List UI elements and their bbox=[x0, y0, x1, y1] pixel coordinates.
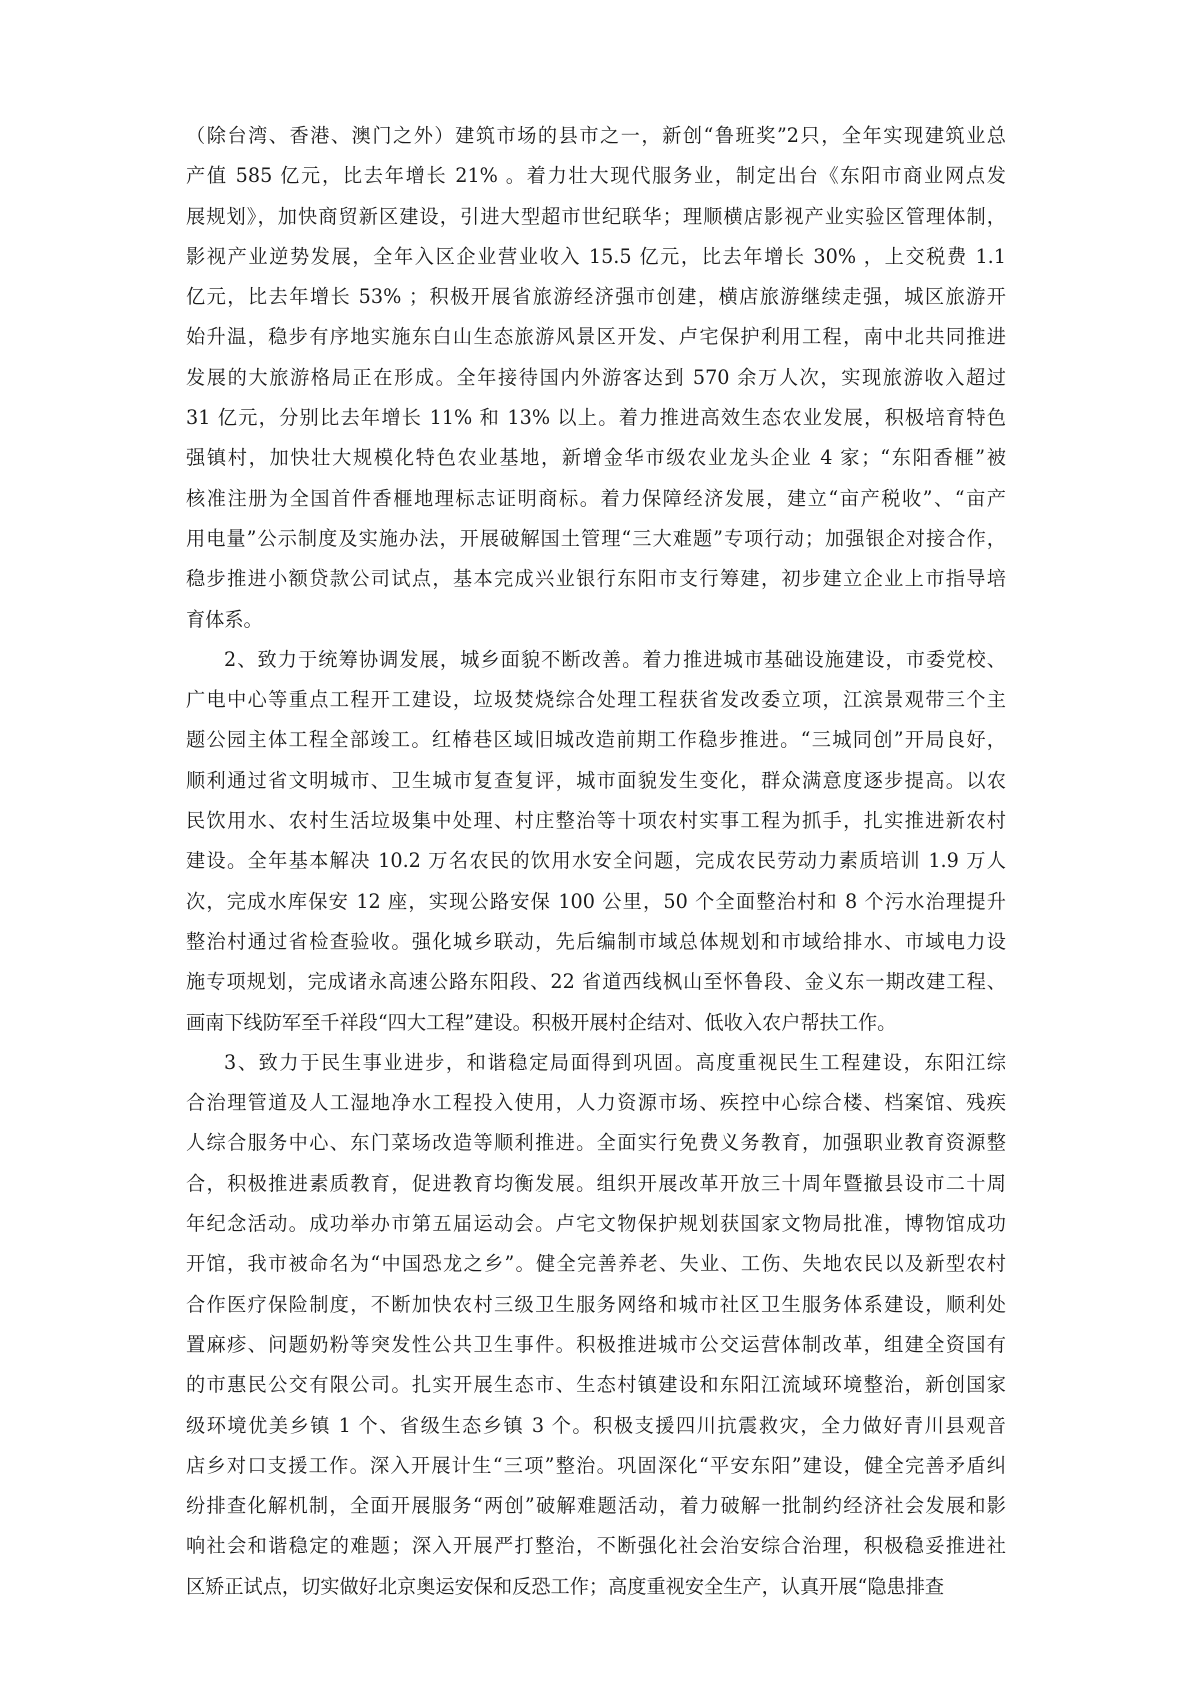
text-line: 2、致力于统筹协调发展，城乡面貌不断改善。着力推进城市基础设施建设，市委党校、 bbox=[224, 647, 1006, 671]
text-line: 稳步推进小额贷款公司试点，基本完成兴业银行东阳市支行筹建，初步建立企业上市指导培 bbox=[186, 567, 1006, 591]
text-line: 整治村通过省检查验收。强化城乡联动，先后编制市域总体规划和市域给排水、市域电力设 bbox=[186, 929, 1006, 953]
text-line: 开馆，我市被命名为“中国恐龙之乡”。健全完善养老、失业、工伤、失地农民以及新型农村 bbox=[186, 1252, 1006, 1276]
text-line: 核准注册为全国首件香榧地理标志证明商标。着力保障经济发展，建立“亩产税收”、“亩产 bbox=[186, 486, 1006, 510]
text-line: 合治理管道及人工湿地净水工程投入使用，人力资源市场、疾控中心综合楼、档案馆、残疾 bbox=[186, 1091, 1006, 1115]
text-line: 展规划》，加快商贸新区建设，引进大型超市世纪联华；理顺横店影视产业实验区管理体制， bbox=[186, 204, 1006, 228]
text-line: 响社会和谐稳定的难题；深入开展严打整治，不断强化社会治安综合治理，积极稳妥推进社 bbox=[186, 1534, 1006, 1558]
text-line: 置麻疹、问题奶粉等突发性公共卫生事件。积极推进城市公交运营体制改革，组建全资国有 bbox=[186, 1332, 1006, 1356]
text-line: 建设。全年基本解决 10.2 万名农民的饮用水安全问题，完成农民劳动力素质培训 1.9 万人 bbox=[186, 849, 1006, 873]
text-line: 施专项规划，完成诸永高速公路东阳段、22 省道西线枫山至怀鲁段、金义东一期改建工程、 bbox=[186, 970, 1006, 994]
text-line: 强镇村，加快壮大规模化特色农业基地，新增金华市级农业龙头企业 4 家；“东阳香榧”被 bbox=[186, 446, 1006, 470]
text-line: 人综合服务中心、东门菜场改造等顺利推进。全面实行免费义务教育，加强职业教育资源整 bbox=[186, 1131, 1006, 1155]
text-line: 31 亿元，分别比去年增长 11% 和 13% 以上。着力推进高效生态农业发展，积极培育特色 bbox=[186, 406, 1006, 430]
text-line: 用电量”公示制度及实施办法，开展破解国土管理“三大难题”专项行动；加强银企对接合作， bbox=[186, 526, 1006, 550]
text-line: 顺利通过省文明城市、卫生城市复查复评，城市面貌发生变化，群众满意度逐步提高。以农 bbox=[186, 768, 1006, 792]
text-line: 合，积极推进素质教育，促进教育均衡发展。组织开展改革开放三十周年暨撤县设市二十周 bbox=[186, 1171, 1006, 1195]
text-line: 的市惠民公交有限公司。扎实开展生态市、生态村镇建设和东阳江流域环境整治，新创国家 bbox=[186, 1373, 1006, 1397]
text-line: 亿元，比去年增长 53% ；积极开展省旅游经济强市创建，横店旅游继续走强，城区旅游开 bbox=[186, 285, 1006, 309]
text-line: 级环境优美乡镇 1 个、省级生态乡镇 3 个。积极支援四川抗震救灾，全力做好青川县观音 bbox=[186, 1413, 1006, 1437]
paragraph-1 bbox=[186, 116, 1006, 640]
paragraph-3 bbox=[186, 1043, 1006, 1607]
text-line: 影视产业逆势发展，全年入区企业营业收入 15.5 亿元，比去年增长 30% ，上交税费 1.1 bbox=[186, 244, 1006, 268]
text-line: 年纪念活动。成功举办市第五届运动会。卢宅文物保护规划获国家文物局批准，博物馆成功 bbox=[186, 1212, 1006, 1236]
text-line: 区矫正试点，切实做好北京奥运安保和反恐工作；高度重视安全生产，认真开展“隐患排查 bbox=[186, 1574, 945, 1598]
text-line: 始升温，稳步有序地实施东白山生态旅游风景区开发、卢宅保护利用工程，南中北共同推进 bbox=[186, 325, 1006, 349]
text-line: 店乡对口支援工作。深入开展计生“三项”整治。巩固深化“平安东阳”建设，健全完善矛盾纠 bbox=[186, 1453, 1006, 1477]
text-line: 发展的大旅游格局正在形成。全年接待国内外游客达到 570 余万人次，实现旅游收入超过 bbox=[186, 365, 1006, 389]
paragraph-2 bbox=[186, 640, 1006, 1043]
text-line: 题公园主体工程全部竣工。红椿巷区域旧城改造前期工作稳步推进。“三城同创”开局良好， bbox=[186, 728, 1006, 752]
text-line: 民饮用水、农村生活垃圾集中处理、村庄整治等十项农村实事工程为抓手，扎实推进新农村 bbox=[186, 809, 1006, 833]
text-line: 纷排查化解机制，全面开展服务“两创”破解难题活动，着力破解一批制约经济社会发展和影 bbox=[186, 1494, 1006, 1518]
text-line: 广电中心等重点工程开工建设，垃圾焚烧综合处理工程获省发改委立项，江滨景观带三个主 bbox=[186, 688, 1006, 712]
text-line: （除台湾、香港、澳门之外）建筑市场的县市之一，新创“鲁班奖”2只，全年实现建筑业总 bbox=[186, 124, 1006, 147]
document-body bbox=[186, 116, 1006, 1607]
text-line: 合作医疗保险制度，不断加快农村三级卫生服务网络和城市社区卫生服务体系建设，顺利处 bbox=[186, 1292, 1006, 1316]
text-line: 产值 585 亿元，比去年增长 21% 。着力壮大现代服务业，制定出台《东阳市商业网点发 bbox=[186, 164, 1006, 188]
text-line: 次，完成水库保安 12 座，实现公路安保 100 公里，50 个全面整治村和 8 个污水治理提升 bbox=[186, 889, 1006, 913]
text-line: 3、致力于民生事业进步，和谐稳定局面得到巩固。高度重视民生工程建设，东阳江综 bbox=[224, 1050, 1006, 1074]
text-line: 画南下线防军至千祥段“四大工程”建设。积极开展村企结对、低收入农户帮扶工作。 bbox=[186, 1010, 897, 1034]
text-line: 育体系。 bbox=[186, 607, 263, 631]
